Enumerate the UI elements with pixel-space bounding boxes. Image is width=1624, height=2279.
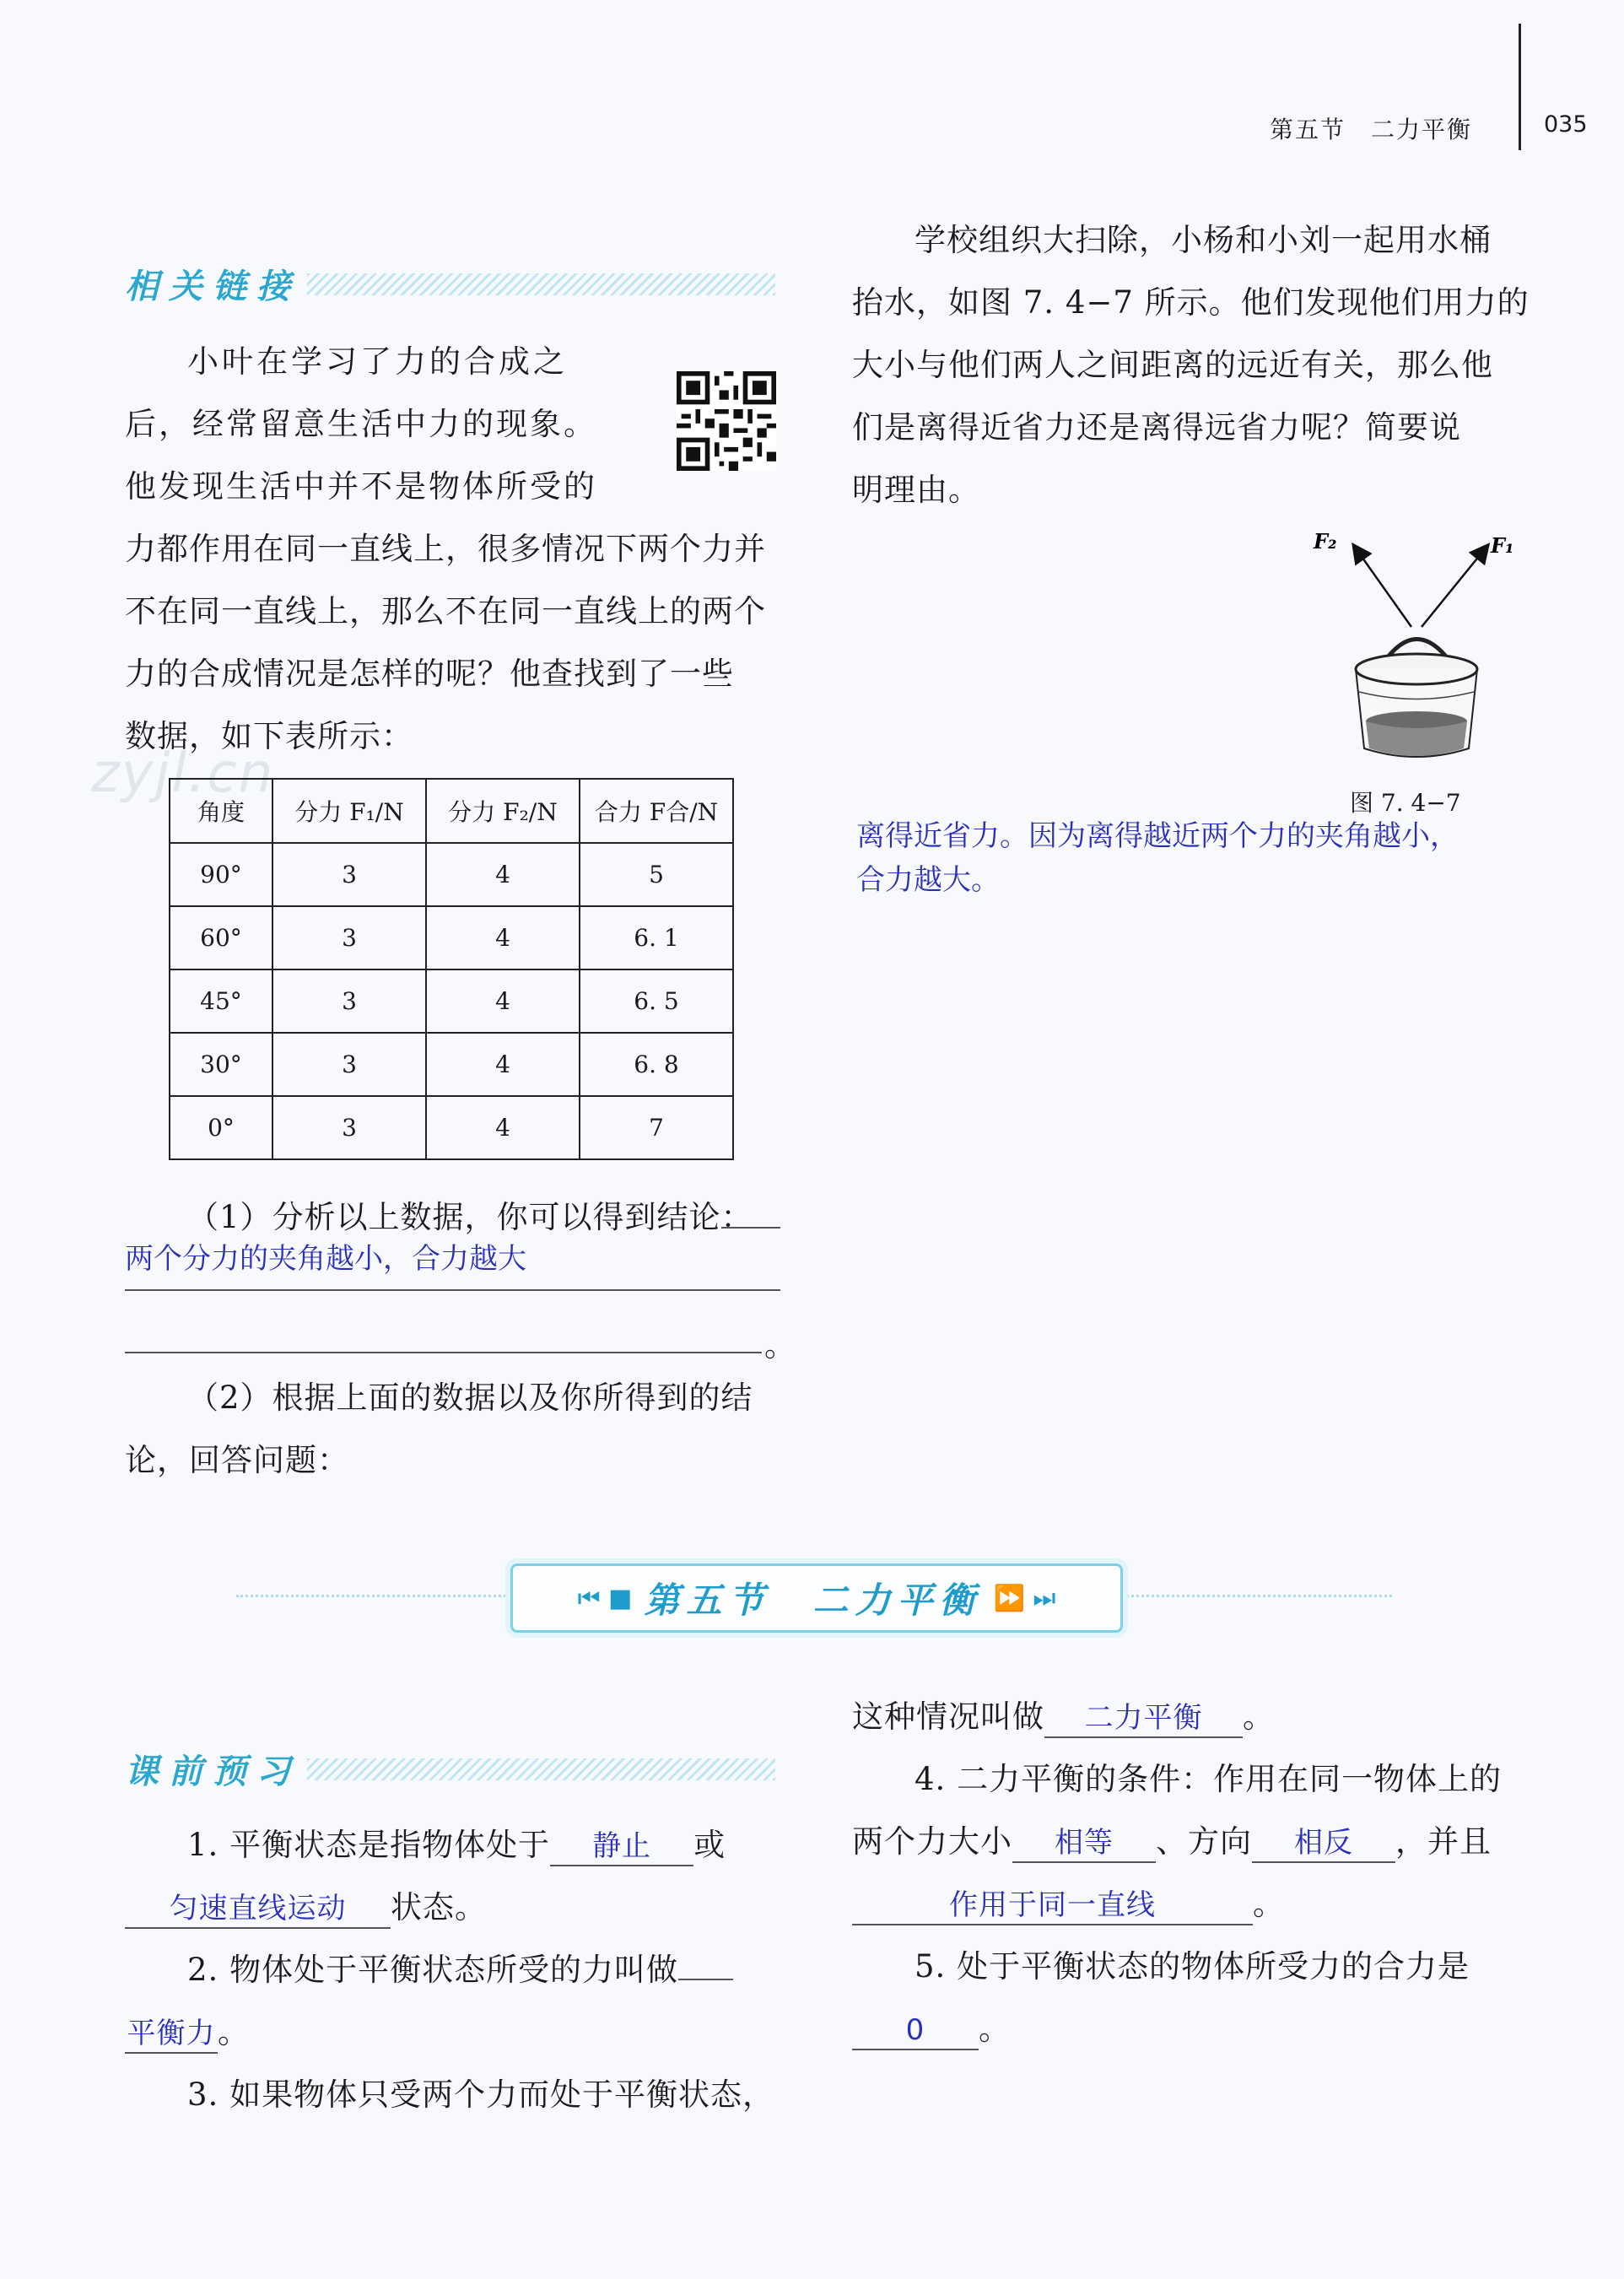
- preview-q5: 5. 处于平衡状态的物体所受力的合力是 0 。: [852, 1936, 1470, 2060]
- table-cell: 90°: [170, 843, 272, 906]
- question-1: （1）分析以上数据，你可以得到结论：: [187, 1199, 753, 1235]
- related-link-title: 相关链接: [125, 267, 300, 306]
- blank-balanced-force[interactable]: 平衡力: [125, 2015, 218, 2054]
- table-cell: 60°: [170, 906, 272, 969]
- answer-line: [125, 1289, 780, 1291]
- table-cell: 6. 5: [580, 969, 733, 1033]
- heading-stripe: [307, 1758, 775, 1780]
- table-cell: 3: [272, 969, 426, 1033]
- table-cell: 3: [272, 1096, 426, 1159]
- intro-paragraph: 小叶在学习了力的合成之 后，经常留意生活中力的现象。 他发现生活中并不是物体所受的 力都作用在同一直线上，很多情况下两个力并 不在同一直线上，那么不在同一直线上的两个 力的合成情况是怎样的呢？他查找到了一些 数据，如下表所示：: [125, 343, 766, 754]
- blank-line: [678, 1979, 733, 1980]
- table-header-row: [170, 779, 733, 843]
- table-header: 角度: [170, 779, 272, 843]
- answer-line: [721, 1227, 780, 1229]
- table-cell: 4: [426, 906, 580, 969]
- preview-title: 课前预习: [125, 1752, 300, 1791]
- table-cell: 3: [272, 906, 426, 969]
- blank-static[interactable]: 静止: [550, 1828, 693, 1866]
- table-cell: 3: [272, 1033, 426, 1096]
- preview-q2: 2. 物体处于平衡状态所受的力叫做 平衡力。: [125, 1939, 733, 2064]
- table-header: 分力 F₂/N: [426, 779, 580, 843]
- f1-label: F₁: [1491, 533, 1514, 558]
- force-f2-arrow: [1354, 546, 1411, 627]
- table-row: [170, 1096, 733, 1159]
- table-cell: 6. 8: [580, 1033, 733, 1096]
- blank-zero[interactable]: 0: [852, 2012, 979, 2050]
- answer-line: [125, 1352, 762, 1353]
- blank-uniform-motion[interactable]: 匀速直线运动: [125, 1890, 391, 1929]
- question-1-end: 。: [764, 1327, 796, 1364]
- related-link-heading: [125, 260, 775, 308]
- section-banner: [510, 1563, 1123, 1633]
- heading-stripe: [307, 273, 775, 295]
- table-cell: 4: [426, 843, 580, 906]
- bucket-answer[interactable]: 离得近省力。因为离得越近两个力的夹角越小， 合力越大。: [856, 819, 1459, 897]
- preview-q4: 4. 二力平衡的条件：作用在同一物体上的 两个力大小 相等 、方向 相反 ，并且 作用于同一直线 。: [852, 1748, 1502, 1936]
- header-section-title: 第五节 二力平衡: [1270, 116, 1473, 143]
- bucket-question: 学校组织大扫除，小杨和小刘一起用水桶 抬水，如图 7. 4−7 所示。他们发现他们用力的 大小与他们两人之间距离的远近有关，那么他 们是离得近省力还是离得远省力呢？简要说 明理由。: [852, 222, 1530, 508]
- table-cell: 4: [426, 969, 580, 1033]
- table-cell: 0°: [170, 1096, 272, 1159]
- banner-divider-right: [1126, 1595, 1392, 1597]
- table-row: [170, 843, 733, 906]
- force-f1-arrow: [1422, 546, 1487, 627]
- preview-heading: [125, 1745, 775, 1793]
- banner-title: 第五节 二力平衡: [644, 1580, 982, 1621]
- fast-forward-icon: ⏩ ⏭: [993, 1583, 1056, 1613]
- table-cell: 6. 1: [580, 906, 733, 969]
- rewind-icon: ⏮ ■: [577, 1583, 633, 1613]
- table-cell: 7: [580, 1096, 733, 1159]
- watermark: zyjl.cn: [91, 743, 275, 805]
- table-cell: 30°: [170, 1033, 272, 1096]
- header-divider: [1519, 24, 1521, 150]
- table-cell: 45°: [170, 969, 272, 1033]
- blank-same-line[interactable]: 作用于同一直线: [852, 1887, 1253, 1925]
- table-cell: 3: [272, 843, 426, 906]
- table-header: 合力 F合/N: [580, 779, 733, 843]
- blank-two-force-balance[interactable]: 二力平衡: [1044, 1699, 1243, 1738]
- table-row: [170, 906, 733, 969]
- bucket-force-diagram: [1303, 527, 1523, 806]
- f2-label: F₂: [1314, 529, 1337, 554]
- question-2: （2）根据上面的数据以及你所得到的结 论，回答问题：: [125, 1380, 753, 1478]
- table-cell: 4: [426, 1033, 580, 1096]
- preview-q3: 3. 如果物体只受两个力而处于平衡状态，: [187, 2076, 775, 2113]
- table-row: [170, 1033, 733, 1096]
- force-data-table: [169, 778, 734, 1160]
- table-cell: 5: [580, 843, 733, 906]
- preview-q3-cont: 这种情况叫做 二力平衡 。: [852, 1686, 1275, 1748]
- banner-divider-left: [236, 1595, 506, 1597]
- blank-equal[interactable]: 相等: [1012, 1824, 1156, 1863]
- page-number: 035: [1544, 111, 1588, 138]
- blank-opposite[interactable]: 相反: [1252, 1824, 1395, 1863]
- table-header: 分力 F₁/N: [272, 779, 426, 843]
- figure-caption: 图 7. 4−7: [1350, 789, 1461, 817]
- table-cell: 4: [426, 1096, 580, 1159]
- preview-q1: 1. 平衡状态是指物体处于 静止 或 匀速直线运动 状态。: [125, 1814, 726, 1939]
- question-1-answer[interactable]: 两个分力的夹角越小，合力越大: [125, 1242, 526, 1276]
- table-row: [170, 969, 733, 1033]
